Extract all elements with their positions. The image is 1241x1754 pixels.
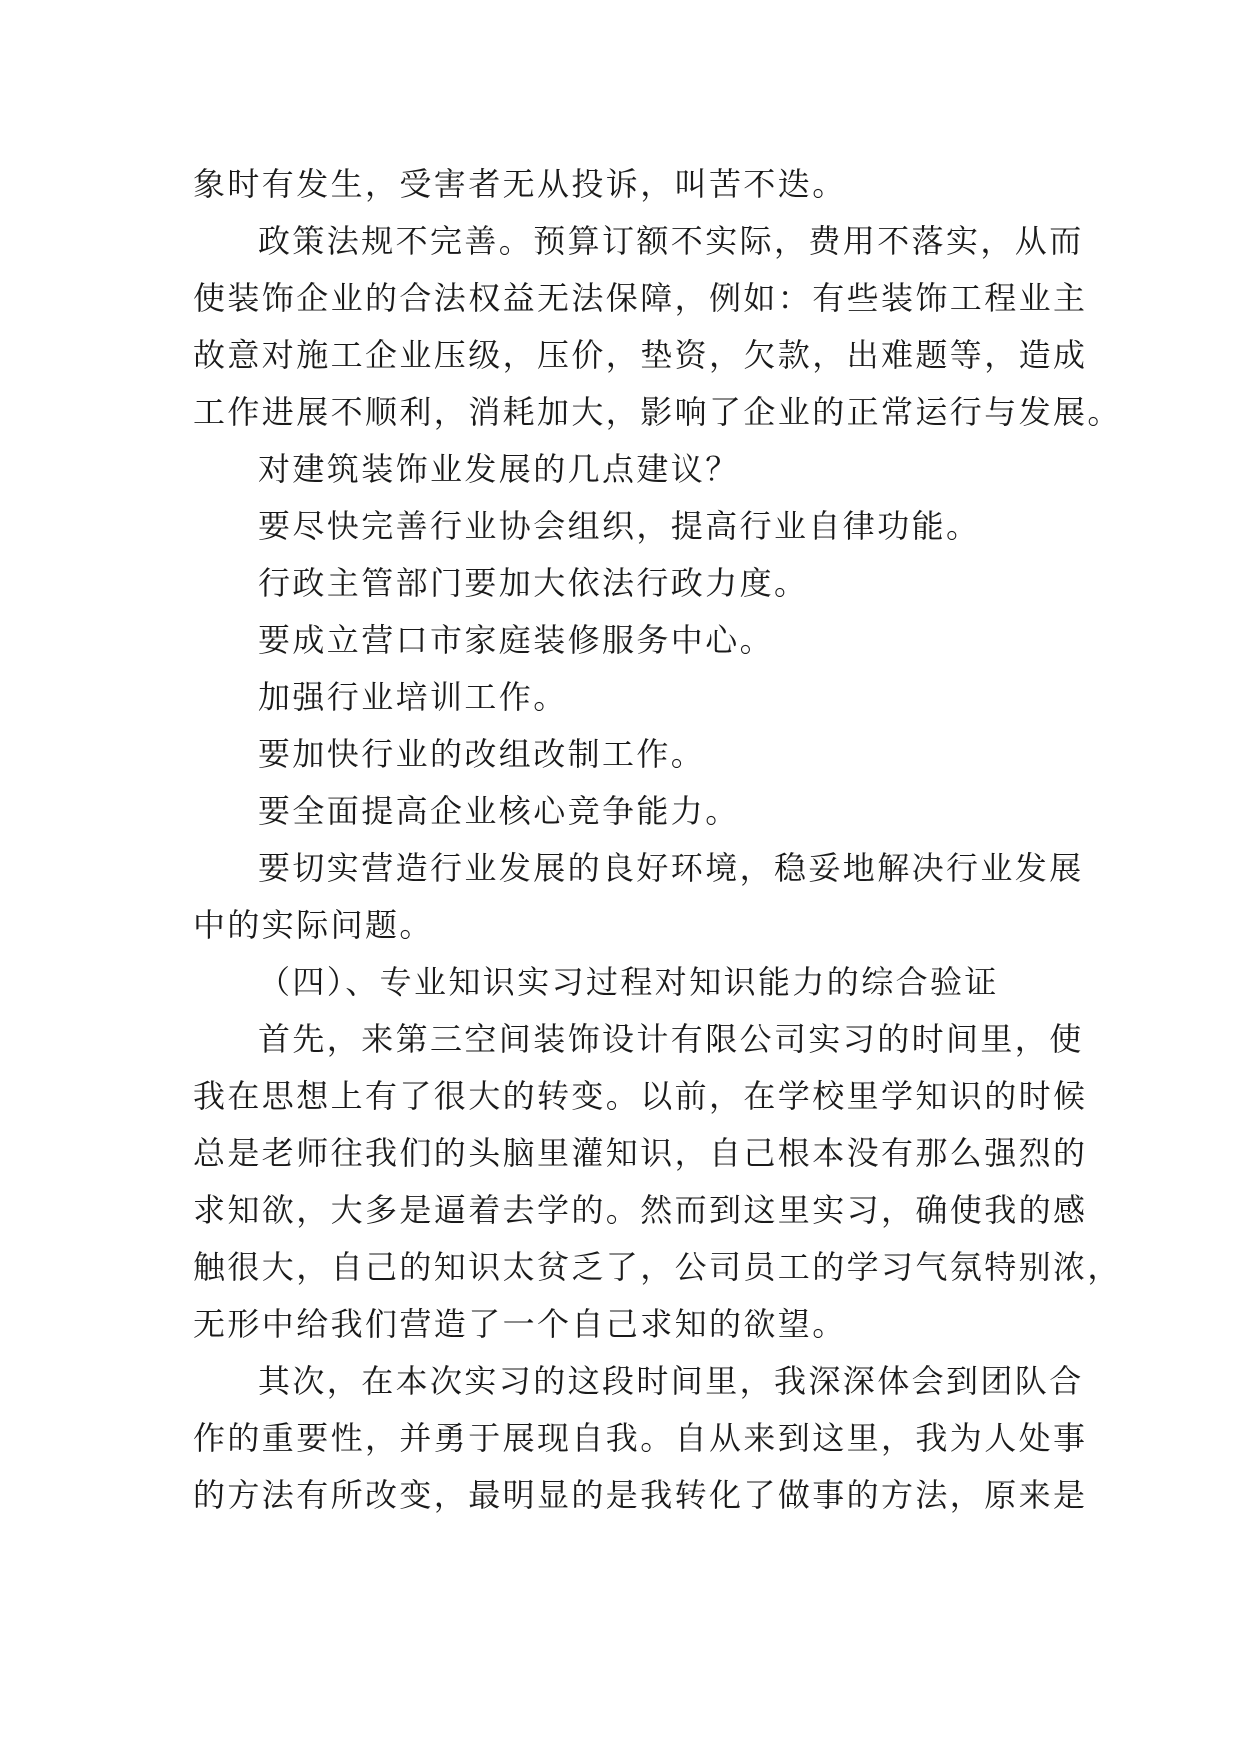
- paragraph-first-line-6: 无形中给我们营造了一个自己求知的欲望。: [193, 1305, 847, 1343]
- paragraph-policy-line-1: 政策法规不完善。预算订额不实际，费用不落实，从而: [258, 222, 1084, 260]
- suggestion-item-6: 要全面提高企业核心竞争能力。: [258, 792, 740, 830]
- paragraph-first-line-2: 我在思想上有了很大的转变。以前，在学校里学知识的时候: [193, 1077, 1088, 1115]
- suggestion-item-2: 行政主管部门要加大依法行政力度。: [258, 564, 809, 602]
- paragraph-second-line-2: 作的重要性，并勇于展现自我。自从来到这里，我为人处事: [193, 1419, 1088, 1457]
- paragraph-first-line-4: 求知欲，大多是逼着去学的。然而到这里实习，确使我的感: [193, 1191, 1088, 1229]
- paragraph-second-line-1: 其次，在本次实习的这段时间里，我深深体会到团队合: [258, 1362, 1084, 1400]
- paragraph-policy-line-4: 工作进展不顺利，消耗加大，影响了企业的正常运行与发展。: [193, 393, 1122, 431]
- suggestion-item-7-line-1: 要切实营造行业发展的良好环境，稳妥地解决行业发展: [258, 849, 1084, 887]
- suggestion-item-4: 加强行业培训工作。: [258, 678, 568, 716]
- suggestion-item-7-line-2: 中的实际问题。: [193, 906, 434, 944]
- paragraph-first-line-3: 总是老师往我们的头脑里灌知识，自己根本没有那么强烈的: [193, 1134, 1088, 1172]
- text-line-1: 象时有发生，受害者无从投诉，叫苦不迭。: [193, 165, 847, 203]
- section-heading-4: （四）、专业知识实习过程对知识能力的综合验证: [258, 963, 999, 1001]
- suggestion-item-5: 要加快行业的改组改制工作。: [258, 735, 706, 773]
- paragraph-first-line-5: 触很大，自己的知识太贫乏了，公司员工的学习气氛特别浓，: [193, 1248, 1122, 1286]
- suggestion-item-1: 要尽快完善行业协会组织，提高行业自律功能。: [258, 507, 981, 545]
- paragraph-second-line-3: 的方法有所改变，最明显的是我转化了做事的方法，原来是: [193, 1476, 1088, 1514]
- paragraph-first-line-1: 首先，来第三空间装饰设计有限公司实习的时间里，使: [258, 1020, 1084, 1058]
- paragraph-policy-line-2: 使装饰企业的合法权益无法保障，例如：有些装饰工程业主: [193, 279, 1088, 317]
- paragraph-policy-line-3: 故意对施工企业压级，压价，垫资，欠款，出难题等，造成: [193, 336, 1088, 374]
- suggestion-item-3: 要成立营口市家庭装修服务中心。: [258, 621, 775, 659]
- suggestions-heading: 对建筑装饰业发展的几点建议？: [258, 450, 740, 488]
